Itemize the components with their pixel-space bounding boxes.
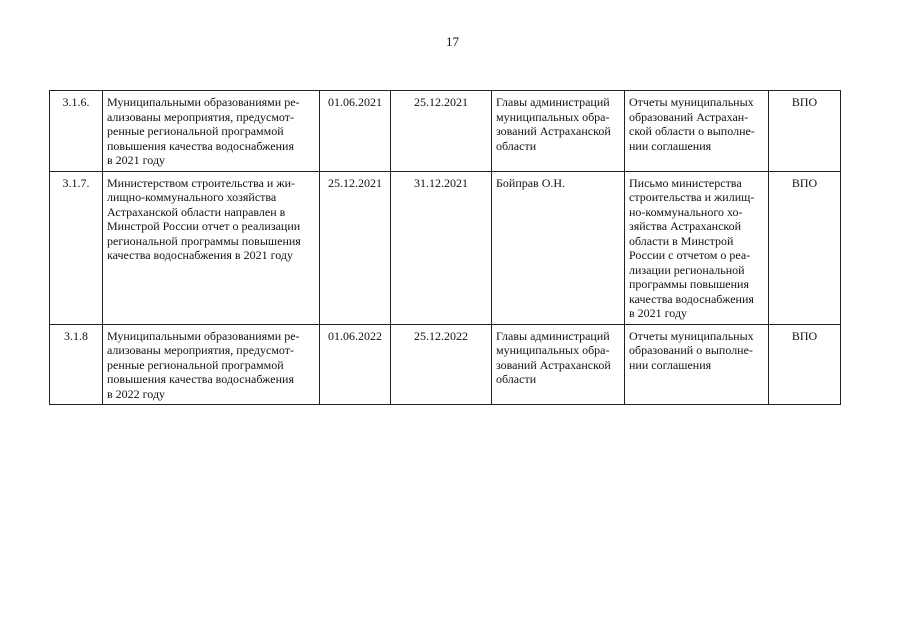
cell-text-line: Минстрой России отчет о реализации [107, 219, 301, 233]
cell-text-line: нии соглашения [629, 357, 712, 372]
cell-text-line: Муниципальными образованиями ре- [107, 328, 300, 343]
table-row [50, 171, 841, 324]
cell-text-line: образований о выполне- [629, 343, 753, 357]
cell-text-line: Отчеты муниципальных [629, 328, 754, 343]
cell-end-date: 31.12.2021 [391, 171, 492, 324]
cell-text-line: нии соглашения [629, 138, 712, 153]
cell-start-date: 01.06.2022 [320, 324, 391, 405]
cell-text-line: лизации региональной [629, 262, 745, 277]
cell-text-line: Муниципальными образованиями ре- [107, 95, 300, 109]
cell-text-line: образований Астрахан- [629, 109, 749, 124]
cell-text-line: муниципальных обра- [496, 109, 610, 124]
cell-text-line: качества водоснабжения [629, 291, 754, 306]
cell-number: 3.1.7. [50, 171, 103, 324]
cell-text-line: Главы администраций [496, 95, 610, 109]
cell-text-line: региональной программы повышения [107, 233, 301, 248]
cell-result [625, 171, 769, 324]
cell-result [625, 91, 769, 172]
cell-text-line: но-коммунального хо- [629, 204, 743, 219]
cell-text-line: качества водоснабжения в 2021 году [107, 248, 293, 262]
cell-text-line: ренные региональной программой [107, 124, 284, 138]
cell-text-line: в 2021 году [629, 306, 688, 320]
cell-text-line: строительства и жилищ- [629, 190, 755, 204]
cell-text-line: Отчеты муниципальных [629, 95, 754, 109]
cell-text-line: зяйства Астраханской [629, 219, 742, 233]
cell-responsible: ВПО [769, 91, 841, 172]
cell-text-line: повышения качества водоснабжения [107, 138, 294, 153]
cell-text-line: программы повышения [629, 277, 749, 291]
cell-text-line: Министерством строительства и жи- [107, 175, 296, 190]
cell-text-line: Письмо министерства [629, 175, 742, 190]
cell-text-line: области в Минстрой [629, 233, 734, 248]
cell-text-line: ской области о выполне- [629, 124, 755, 138]
page-number: 17 [446, 34, 459, 49]
cell-text-line: России с отчетом о реа- [629, 248, 751, 262]
table-row [50, 91, 841, 172]
cell-executor [492, 171, 625, 324]
cell-executor [492, 324, 625, 405]
cell-text-line: ализованы мероприятия, предусмот- [107, 343, 294, 357]
cell-text-line: повышения качества водоснабжения [107, 372, 294, 386]
cell-text-line: Астраханской области направлен в [107, 204, 286, 219]
cell-action [103, 91, 320, 172]
cell-text-line: Бойправ О.Н. [496, 175, 566, 190]
cell-number: 3.1.6. [50, 91, 103, 172]
cell-responsible: ВПО [769, 171, 841, 324]
cell-start-date: 01.06.2021 [320, 91, 391, 172]
cell-end-date: 25.12.2021 [391, 91, 492, 172]
cell-text-line: в 2021 году [107, 153, 166, 167]
cell-text-line: зований Астраханской [496, 357, 611, 372]
cell-text-line: Главы администраций [496, 328, 610, 343]
cell-responsible: ВПО [769, 324, 841, 405]
cell-number: 3.1.8 [50, 324, 103, 405]
cell-text-line: муниципальных обра- [496, 343, 610, 357]
cell-executor [492, 91, 625, 172]
cell-end-date: 25.12.2022 [391, 324, 492, 405]
cell-text-line: ренные региональной программой [107, 357, 284, 372]
cell-action [103, 324, 320, 405]
cell-text-line: области [496, 138, 537, 153]
plan-table [49, 90, 841, 405]
cell-action [103, 171, 320, 324]
cell-text-line: ализованы мероприятия, предусмот- [107, 109, 294, 124]
cell-text-line: лищно-коммунального хозяйства [107, 190, 277, 204]
cell-text-line: области [496, 372, 537, 386]
cell-start-date: 25.12.2021 [320, 171, 391, 324]
cell-text-line: в 2022 году [107, 386, 166, 401]
cell-result [625, 324, 769, 405]
table-row [50, 324, 841, 405]
cell-text-line: зований Астраханской [496, 124, 611, 138]
